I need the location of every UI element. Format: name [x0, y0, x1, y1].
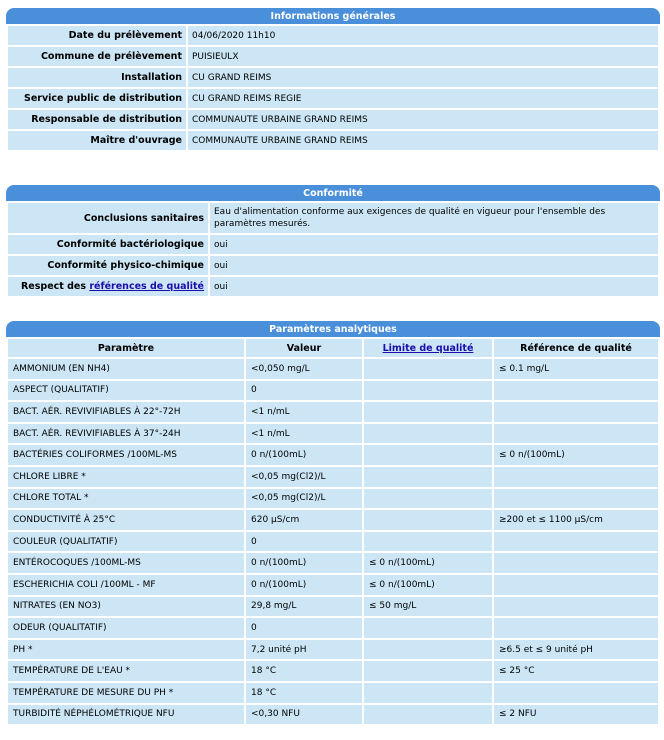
general-row-responsable [8, 110, 658, 129]
conformity-row-respect [8, 277, 658, 296]
table-row [8, 661, 658, 681]
param-limit [364, 359, 492, 379]
param-reference [494, 467, 658, 487]
general-info-section [6, 8, 660, 152]
params-title: Paramètres analytiques [6, 321, 660, 339]
param-value: <0,30 NFU [246, 705, 362, 725]
param-value: <0,050 mg/L [246, 359, 362, 379]
conformity-row-bacterio [8, 235, 658, 254]
param-limit [364, 705, 492, 725]
general-row-commune [8, 47, 658, 66]
param-reference [494, 553, 658, 573]
responsable-value: COMMUNAUTE URBAINE GRAND REIMS [188, 110, 658, 129]
param-limit [364, 510, 492, 530]
params-table [6, 337, 660, 726]
param-name: COULEUR (QUALITATIF) [8, 532, 244, 552]
maitre-ouvrage-value: COMMUNAUTE URBAINE GRAND REIMS [188, 131, 658, 150]
param-reference [494, 683, 658, 703]
param-value: <0,05 mg(Cl2)/L [246, 489, 362, 509]
param-limit: ≤ 50 mg/L [364, 597, 492, 617]
table-row [8, 705, 658, 725]
commune-label: Commune de prélèvement [8, 47, 186, 66]
param-value: <0,05 mg(Cl2)/L [246, 467, 362, 487]
param-limit [364, 402, 492, 422]
param-limit: ≤ 0 n/(100mL) [364, 553, 492, 573]
param-name: CONDUCTIVITÉ À 25°C [8, 510, 244, 530]
param-reference: ≥200 et ≤ 1100 µS/cm [494, 510, 658, 530]
installation-label: Installation [8, 68, 186, 87]
sample-date-value: 04/06/2020 11h10 [188, 26, 658, 45]
value-column-header: Valeur [246, 339, 362, 357]
respect-prefix: Respect des [20, 281, 87, 292]
param-value: 0 n/(100mL) [246, 553, 362, 573]
param-name: CHLORE TOTAL * [8, 489, 244, 509]
param-value: 29,8 mg/L [246, 597, 362, 617]
reference-column-header: Référence de qualité [494, 339, 658, 357]
responsable-label: Responsable de distribution [8, 110, 186, 129]
param-value: <1 n/mL [246, 424, 362, 444]
bacterio-value: oui [210, 235, 658, 254]
param-value: 7,2 unité pH [246, 640, 362, 660]
service-value: CU GRAND REIMS REGIE [188, 89, 658, 108]
conclusions-label: Conclusions sanitaires [8, 203, 208, 233]
param-reference [494, 402, 658, 422]
param-reference [494, 597, 658, 617]
param-reference [494, 532, 658, 552]
param-limit [364, 489, 492, 509]
param-limit [364, 661, 492, 681]
table-row [8, 618, 658, 638]
param-value: 0 [246, 618, 362, 638]
table-row [8, 424, 658, 444]
conformity-row-conclusions [8, 203, 658, 233]
table-row [8, 467, 658, 487]
installation-value: CU GRAND REIMS [188, 68, 658, 87]
respect-label [8, 277, 208, 296]
maitre-ouvrage-label: Maître d'ouvrage [8, 131, 186, 150]
table-row [8, 359, 658, 379]
physchem-label: Conformité physico-chimique [8, 256, 208, 275]
param-limit [364, 618, 492, 638]
param-name: BACT. AÉR. REVIVIFIABLES À 37°-24H [8, 424, 244, 444]
physchem-value: oui [210, 256, 658, 275]
param-name: AMMONIUM (EN NH4) [8, 359, 244, 379]
param-reference [494, 424, 658, 444]
param-value: 620 µS/cm [246, 510, 362, 530]
service-label: Service public de distribution [8, 89, 186, 108]
param-name: ESCHERICHIA COLI /100ML - MF [8, 575, 244, 595]
param-name: ENTÉROCOQUES /100ML-MS [8, 553, 244, 573]
bacterio-label: Conformité bactériologique [8, 235, 208, 254]
quality-limit-link[interactable]: Limite de qualité [382, 342, 474, 354]
param-reference: ≤ 25 °C [494, 661, 658, 681]
conformity-row-physchem [8, 256, 658, 275]
table-row [8, 445, 658, 465]
param-value: 0 n/(100mL) [246, 445, 362, 465]
table-row [8, 532, 658, 552]
table-row [8, 640, 658, 660]
params-header-row [8, 339, 658, 357]
param-value: 0 [246, 532, 362, 552]
param-name: CHLORE LIBRE * [8, 467, 244, 487]
conformity-section [6, 185, 660, 298]
general-row-date [8, 26, 658, 45]
table-row [8, 575, 658, 595]
general-info-title: Informations générales [6, 8, 660, 26]
quality-references-link[interactable]: références de qualité [89, 281, 204, 292]
param-limit: ≤ 0 n/(100mL) [364, 575, 492, 595]
table-row [8, 597, 658, 617]
param-name: TURBIDITÉ NÉPHÉLOMÉTRIQUE NFU [8, 705, 244, 725]
param-reference: ≥6.5 et ≤ 9 unité pH [494, 640, 658, 660]
param-name: ODEUR (QUALITATIF) [8, 618, 244, 638]
table-row [8, 510, 658, 530]
table-row [8, 402, 658, 422]
param-value: 0 [246, 381, 362, 401]
param-column-header: Paramètre [8, 339, 244, 357]
table-row [8, 683, 658, 703]
param-value: 18 °C [246, 683, 362, 703]
table-row [8, 381, 658, 401]
param-value: <1 n/mL [246, 402, 362, 422]
general-row-installation [8, 68, 658, 87]
limit-column-header [364, 339, 492, 357]
param-name: ASPECT (QUALITATIF) [8, 381, 244, 401]
param-reference [494, 618, 658, 638]
params-section [6, 321, 660, 726]
param-reference: ≤ 0 n/(100mL) [494, 445, 658, 465]
param-limit [364, 445, 492, 465]
conformity-title: Conformité [6, 185, 660, 203]
conformity-table [6, 201, 660, 298]
param-reference: ≤ 0.1 mg/L [494, 359, 658, 379]
conclusions-value: Eau d'alimentation conforme aux exigences de qualité en vigueur pour l'ensemble des paramètres mesurés. [210, 203, 658, 233]
param-name: BACTÉRIES COLIFORMES /100ML-MS [8, 445, 244, 465]
param-limit [364, 381, 492, 401]
param-name: TEMPÉRATURE DE L'EAU * [8, 661, 244, 681]
param-value: 0 n/(100mL) [246, 575, 362, 595]
param-limit [364, 467, 492, 487]
param-limit [364, 640, 492, 660]
param-name: TEMPÉRATURE DE MESURE DU PH * [8, 683, 244, 703]
sample-date-label: Date du prélèvement [8, 26, 186, 45]
param-name: PH * [8, 640, 244, 660]
param-name: NITRATES (EN NO3) [8, 597, 244, 617]
param-reference [494, 381, 658, 401]
general-row-maitre [8, 131, 658, 150]
respect-value: oui [210, 277, 658, 296]
param-value: 18 °C [246, 661, 362, 681]
commune-value: PUISIEULX [188, 47, 658, 66]
param-limit [364, 424, 492, 444]
param-name: BACT. AÉR. REVIVIFIABLES À 22°-72H [8, 402, 244, 422]
param-reference: ≤ 2 NFU [494, 705, 658, 725]
param-limit [364, 532, 492, 552]
general-info-table [6, 24, 660, 152]
param-limit [364, 683, 492, 703]
param-reference [494, 489, 658, 509]
table-row [8, 489, 658, 509]
general-row-service [8, 89, 658, 108]
param-reference [494, 575, 658, 595]
table-row [8, 553, 658, 573]
